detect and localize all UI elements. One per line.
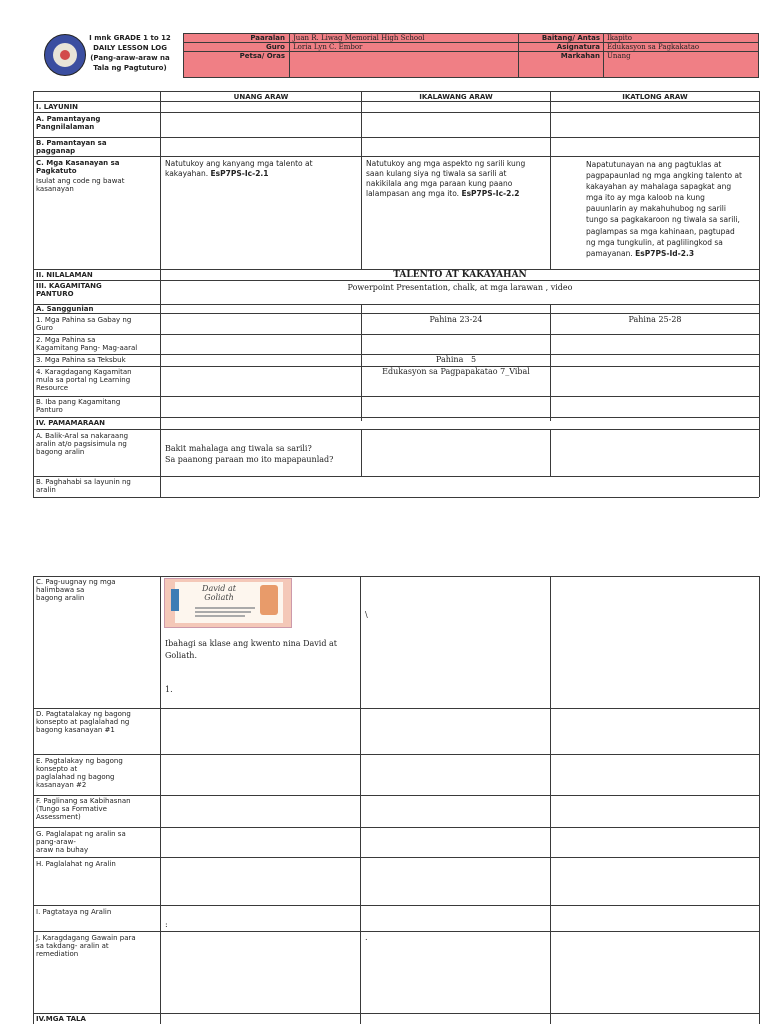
- row-karagdagang-gawain: J. Karagdagang Gawain para sa takdang- aralin at remediation: [36, 934, 136, 958]
- karagdagang-value: Edukasyon sa Pagpapakatao 7_Vibal: [382, 367, 530, 376]
- guro-label: Guro: [266, 43, 285, 51]
- petsa-label: Petsa/ Oras: [239, 52, 285, 60]
- karagdagang-dot: .: [365, 933, 368, 942]
- row-paglalapat: G. Paglalapat ng aralin sa pang-araw- araw na buhay: [36, 830, 126, 854]
- row-mga-tala: IV.MGA TALA: [36, 1015, 86, 1023]
- kasanayan-day1: Natutukoy ang kanyang mga talento at kakayahan. EsP7PS-Ic-2.1: [165, 159, 313, 178]
- balik-aral-value: Bakit mahalaga ang tiwala sa sarili? Sa paanong paraan mo ito mapapaunlad?: [165, 444, 334, 464]
- col-ikatlong-araw: IKATLONG ARAW: [622, 93, 688, 101]
- row-paghahabi: B. Paghahabi sa layunin ng aralin: [36, 478, 131, 494]
- row-paglinang: F. Paglinang sa Kabihasnan (Tungo sa Formative Assessment): [36, 797, 131, 821]
- row-layunin: I. LAYUNIN: [36, 103, 78, 111]
- baitang-value: Ikapito: [607, 34, 632, 42]
- row-pamantayan-pagganap: B. Pamantayan sa pagganap: [36, 139, 107, 155]
- guro-value: Loria Lyn C. Embor: [293, 43, 363, 51]
- row-pagtatalakay-2: E. Pagtalakay ng bagong konsepto at paglalahad ng bagong kasanayan #2: [36, 757, 123, 789]
- row-paguugnay: C. Pag-uugnay ng mga halimbawa sa bagong aralin: [36, 578, 116, 602]
- row-pagtatalakay-1: D. Pagtatalakay ng bagong konsepto at paglalahad ng bagong kasanayan #1: [36, 710, 131, 734]
- paguugnay-item-1: 1.: [165, 685, 173, 694]
- paaralan-label: Paaralan: [250, 34, 285, 42]
- markahan-label: Markahan: [560, 52, 600, 60]
- nilalaman-value: TALENTO AT KAKAYAHAN: [393, 270, 527, 280]
- david-goliath-image: David at Goliath: [164, 578, 292, 628]
- asignatura-label: Asignatura: [556, 43, 600, 51]
- gabay-day2: Pahina 23-24: [429, 315, 483, 324]
- row-iba-pang: B. Iba pang Kagamitang Panturo: [36, 398, 121, 414]
- paaralan-value: Juan R. Liwag Memorial High School: [293, 34, 425, 42]
- row-pagtataya: I. Pagtataya ng Aralin: [36, 908, 112, 916]
- markahan-value: Unang: [607, 52, 631, 60]
- row-karagdagang: 4. Karagdagang Kagamitan mula sa portal ng Learning Resource: [36, 368, 132, 392]
- baitang-label: Baitang/ Antas: [541, 34, 600, 42]
- asignatura-value: Edukasyon sa Pagkakatao: [607, 43, 700, 51]
- row-kasanayan-sub: Isulat ang code ng bawat kasanayan: [36, 177, 125, 193]
- col-unang-araw: UNANG ARAW: [233, 93, 289, 101]
- deped-seal-logo: [44, 34, 86, 76]
- row-pamantayang-nilalaman: A. Pamantayang Pangnilalaman: [36, 115, 101, 131]
- gabay-day3: Pahina 25-28: [628, 315, 682, 324]
- backslash-mark: \: [365, 610, 368, 619]
- paguugnay-instruction: Ibahagi sa klase ang kwento nina David at Goliath.: [165, 639, 337, 660]
- teksbuk-value: Pahina 5: [435, 355, 477, 364]
- row-sanggunian: A. Sanggunian: [36, 305, 94, 313]
- kagamitan-value: Powerpoint Presentation, chalk, at mga larawan , video: [347, 283, 573, 292]
- dll-title: I mnk GRADE 1 to 12 DAILY LESSON LOG (Pang-araw-araw na Tala ng Pagtuturo): [89, 34, 171, 72]
- kasanayan-day3: Napatutunayan na ang pagtuklas at pagpapaunlad ng mga angking talento at kakayahan ay mahalaga sapagkat ang mga ito ay mga kaloob na kung pauunlarin ay makahuhubog ng sarili tungo sa pagkakaroon ng tiwala sa sarili, paglampas sa mga kahinaan, pagtupad ng mga tungkulin, at paglilingkod sa pamayanan. EsP7PS-Id-2.3: [586, 160, 742, 258]
- kasanayan-day2: Natutukoy ang mga aspekto ng sarili kung saan kulang siya ng tiwala sa sarili at nakikilala ang mga paraan kung paano lalampasan ang mga ito. EsP7PS-Ic-2.2: [366, 159, 526, 198]
- row-kasanayan: C. Mga Kasanayan sa Pagkatuto: [36, 159, 120, 175]
- row-kagamitang-pang: 2. Mga Pahina sa Kagamitang Pang- Mag-aaral: [36, 336, 138, 352]
- row-kagamitan: III. KAGAMITANG PANTURO: [36, 282, 102, 298]
- row-teksbuk: 3. Mga Pahina sa Teksbuk: [36, 356, 126, 364]
- row-gabay: 1. Mga Pahina sa Gabay ng Guro: [36, 316, 132, 332]
- col-ikalawang-araw: IKALAWANG ARAW: [419, 93, 493, 101]
- row-balik-aral: A. Balik-Aral sa nakaraang aralin at/o pagsisimula ng bagong aralin: [36, 432, 129, 456]
- row-pamamaraan: IV. PAMAMARAAN: [36, 419, 105, 427]
- row-nilalaman: II. NILALAMAN: [36, 271, 93, 279]
- pagtataya-colon: :: [165, 920, 168, 929]
- row-paglalahat: H. Paglalahat ng Aralin: [36, 860, 116, 868]
